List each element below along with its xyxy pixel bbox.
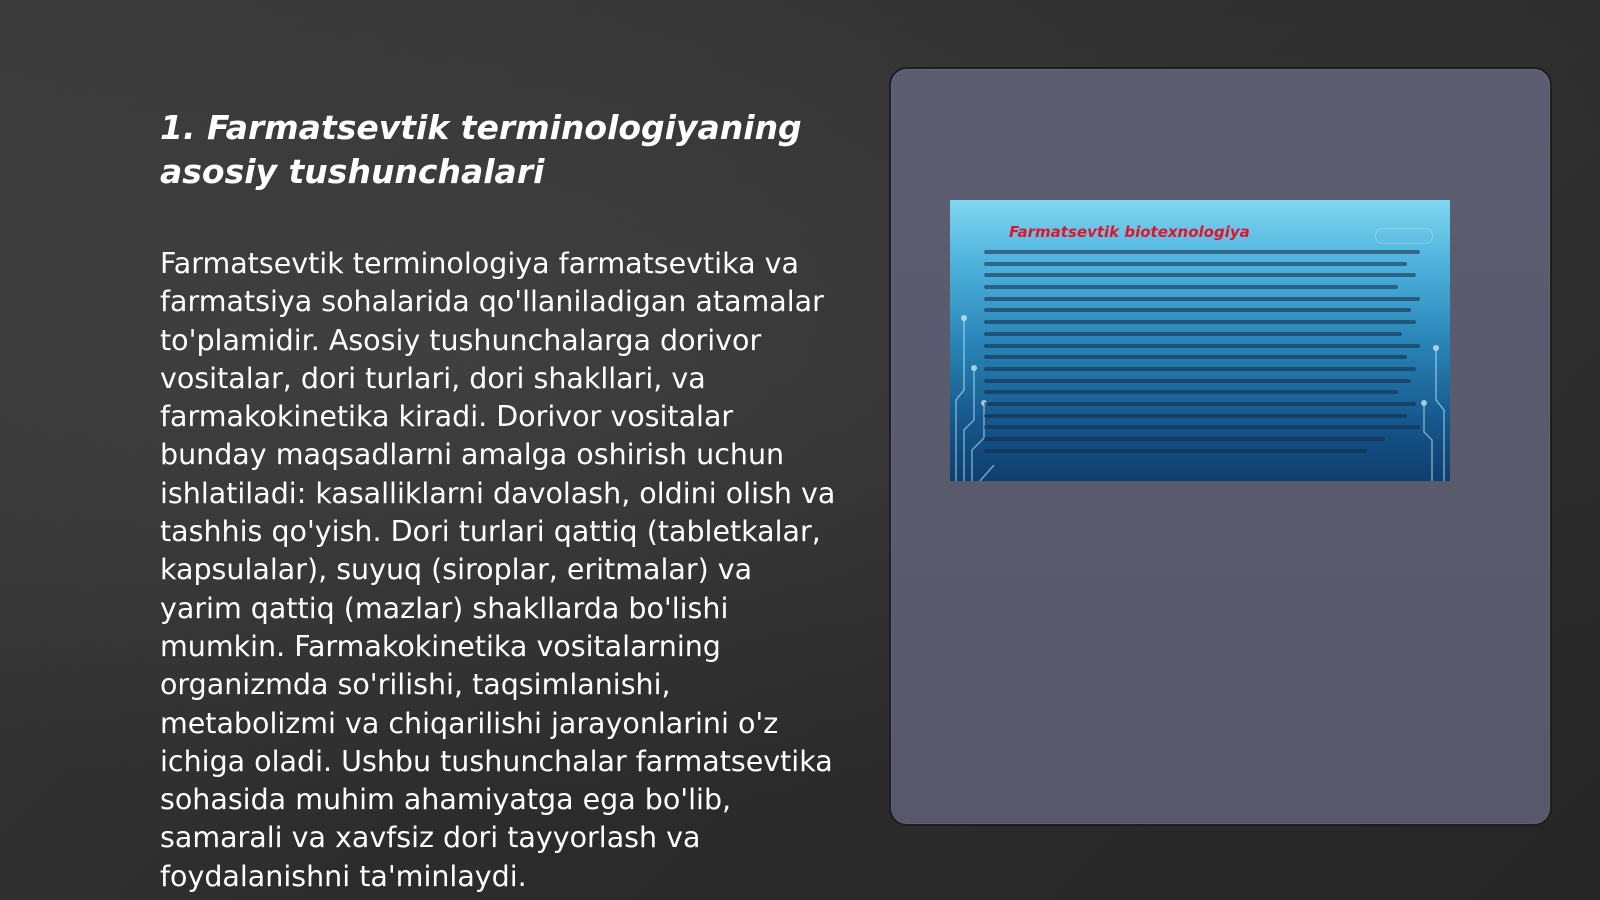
embedded-slide-title: Farmatsevtik biotexnologiya: [1009, 223, 1250, 241]
slide-body-text: Farmatsevtik terminologiya farmatsevtika va farmatsiya sohalarida qo'llaniladigan atamalar to'plamidir. Asosiy tushunchalarga dorivor vositalar, dori turlari, dori shakllari, va farmakokinetika kiradi. Dorivor vositalar bunday maqsadlarni amalga oshirish uchun ishlatiladi: kasalliklarni davolash, oldini olish va tashhis qo'yish. Dori turlari qattiq (tabletkalar, kapsulalar), suyuq (siroplar, eritmalar) va yarim qattiq (mazlar) shakllarda bo'lishi mumkin. Farmakokinetika vositalarning organizmda so'rilishi, taqsimlanishi, metabolizmi va chiqarilishi jarayonlarini o'z ichiga oladi. Ushbu tushunchalar farmatsevtika sohasida muhim ahamiyatga ega bo'lib, samarali va xavfsiz dori tayyorlash va foydalanishni ta'minlaydi.: [160, 247, 836, 893]
logo-watermark-icon: [1375, 228, 1433, 244]
embedded-slide-image: [950, 200, 1450, 481]
slide-title: 1. Farmatsevtik terminologiyaning asosiy tushunchalari: [160, 108, 802, 191]
embedded-slide-text-block: [984, 250, 1429, 460]
